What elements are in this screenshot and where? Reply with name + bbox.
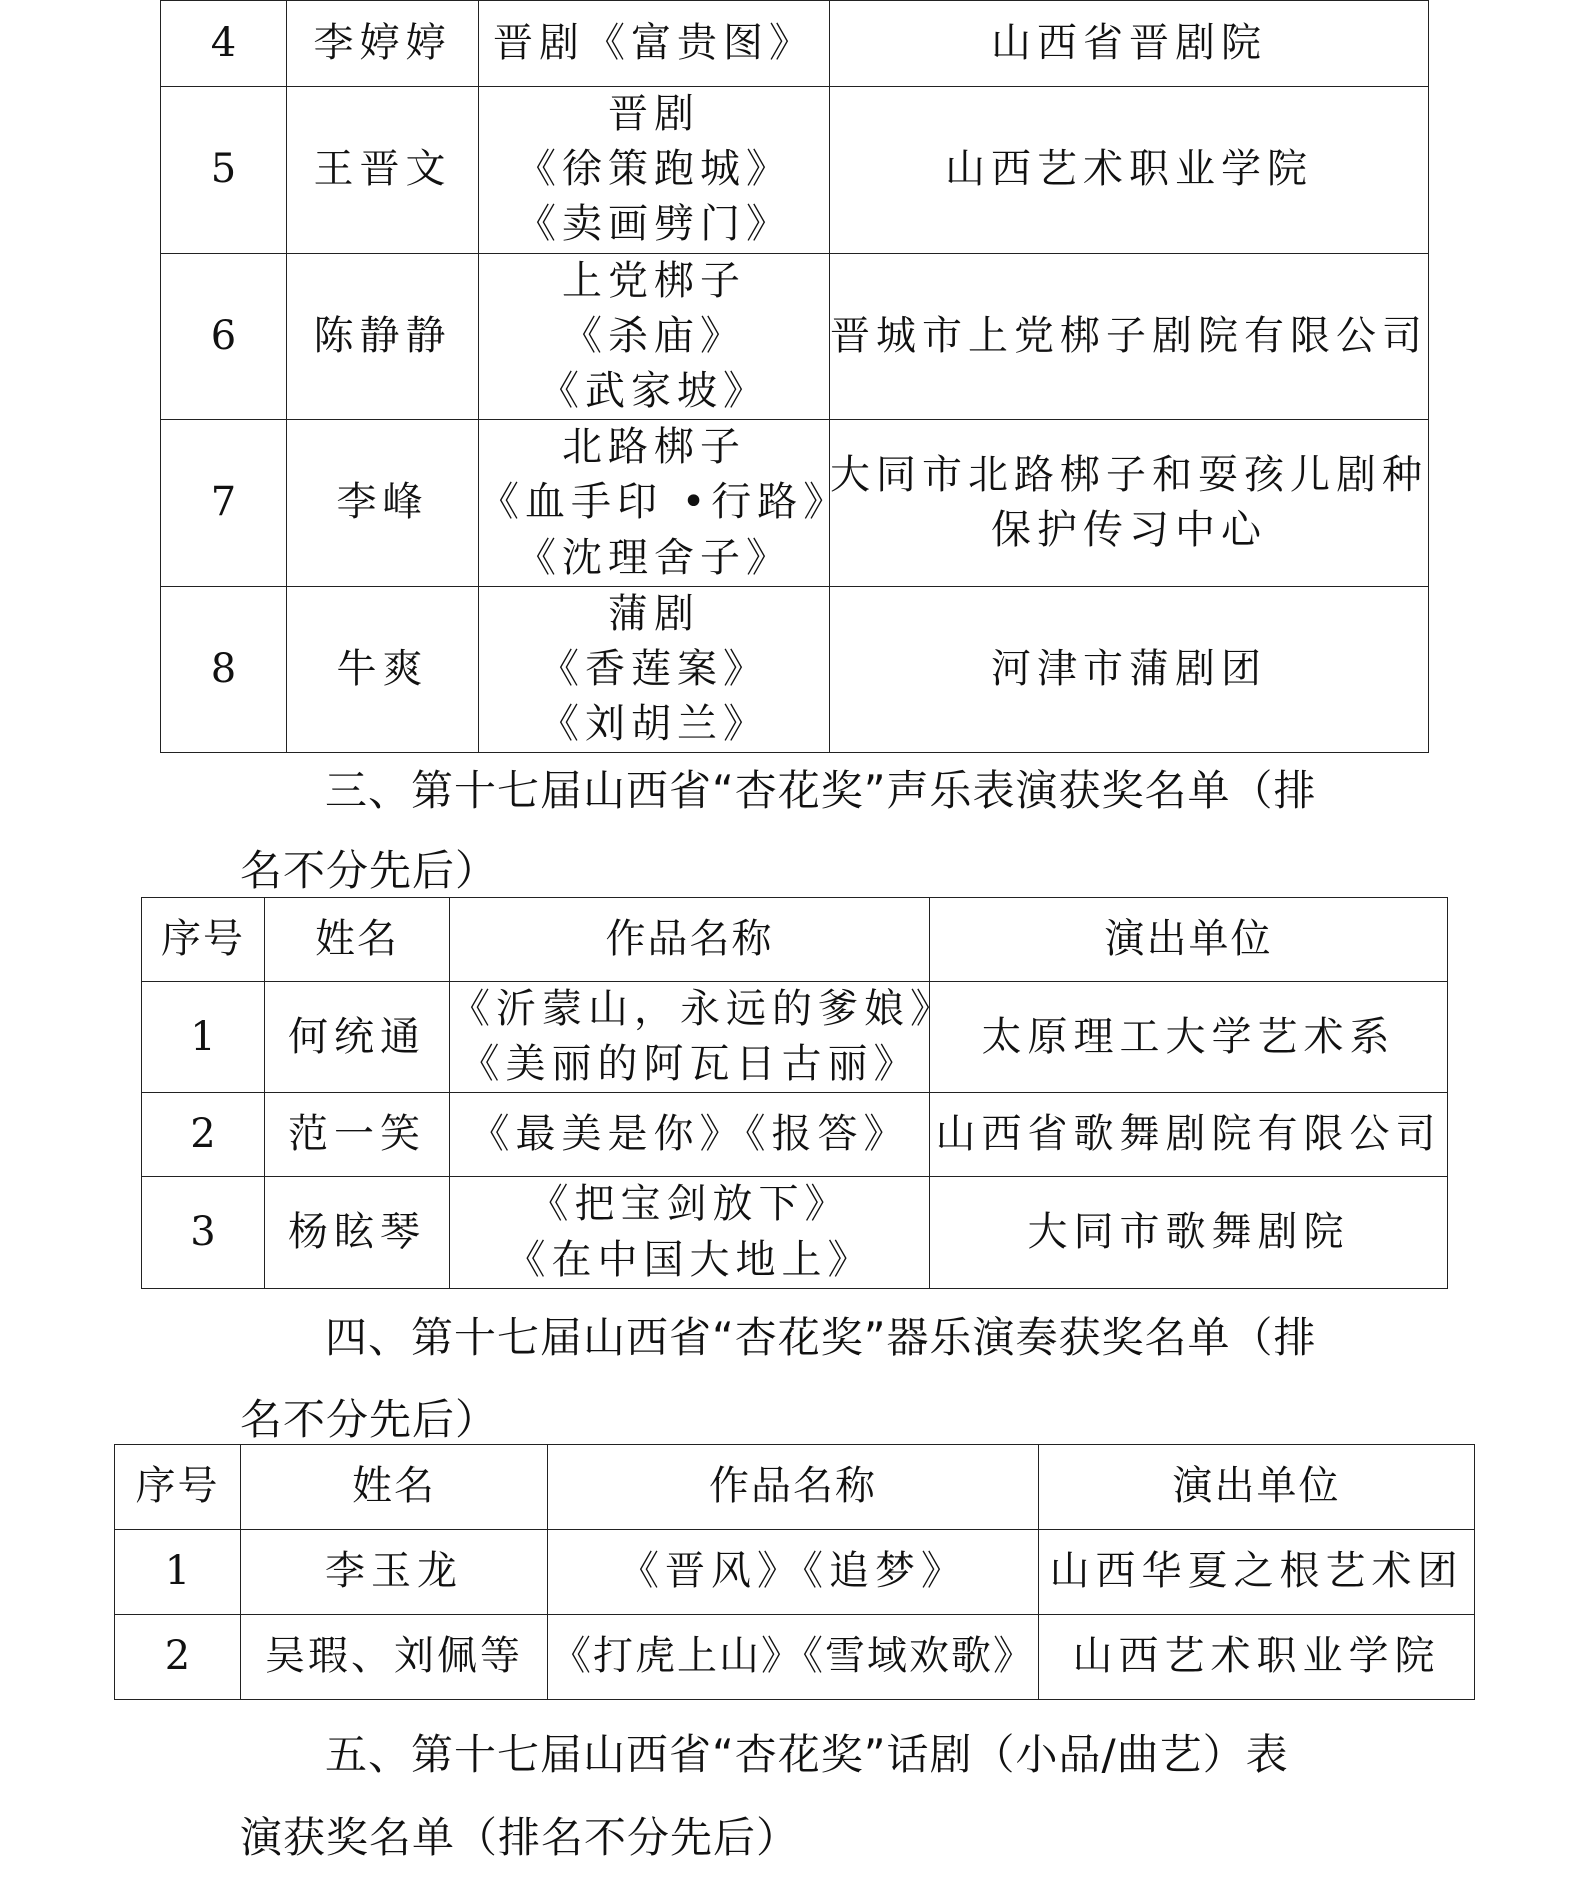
- section-heading-instrumental-continued: 名不分先后）: [240, 1395, 499, 1444]
- row-number: 4: [161, 1, 287, 87]
- performer-name: 陈静静: [287, 253, 479, 420]
- performing-unit: 山西省歌舞剧院有限公司: [930, 1093, 1448, 1177]
- table-row: [142, 1177, 1448, 1288]
- header-no: 序号: [115, 1445, 241, 1530]
- performer-name: 李峰: [287, 420, 479, 587]
- section-heading-drama: 五、第十七届山西省“杏花奖”话剧（小品/曲艺）表: [325, 1730, 1289, 1779]
- work-title: 《打虎上山》《雪域欢歌》: [548, 1615, 1039, 1700]
- performing-unit: 山西艺术职业学院: [830, 87, 1429, 254]
- work-title: 《晋风》《追梦》: [548, 1530, 1039, 1615]
- row-number: 7: [161, 420, 287, 587]
- performing-unit: 山西艺术职业学院: [1039, 1615, 1475, 1700]
- performing-unit: 山西华夏之根艺术团: [1039, 1530, 1475, 1615]
- section-heading-drama-continued: 演获奖名单（排名不分先后）: [240, 1813, 800, 1862]
- row-number: 2: [142, 1093, 265, 1177]
- header-no: 序号: [142, 898, 265, 982]
- performer-name: 何统通: [265, 982, 450, 1093]
- performer-name: 李婷婷: [287, 1, 479, 87]
- row-number: 6: [161, 253, 287, 420]
- table-row: [142, 982, 1448, 1093]
- header-unit: 演出单位: [1039, 1445, 1475, 1530]
- work-title: 《最美是你》《报答》: [450, 1093, 930, 1177]
- row-number: 8: [161, 586, 287, 753]
- table-row: [142, 1093, 1448, 1177]
- work-title: 《沂蒙山，永远的爹娘》 《美丽的阿瓦日古丽》: [450, 982, 930, 1093]
- work-title: 晋剧《富贵图》: [479, 1, 830, 87]
- section-heading-vocal: 三、第十七届山西省“杏花奖”声乐表演获奖名单（排: [325, 766, 1317, 815]
- table-row: [161, 1, 1429, 87]
- performer-name: 范一笑: [265, 1093, 450, 1177]
- work-title: 上党梆子 《杀庙》 《武家坡》: [479, 253, 830, 420]
- performing-unit: 晋城市上党梆子剧院有限公司: [830, 253, 1429, 420]
- header-name: 姓名: [241, 1445, 548, 1530]
- performing-unit: 大同市歌舞剧院: [930, 1177, 1448, 1288]
- work-title: 北路梆子 《血手印 •行路》 《沈理舍子》: [479, 420, 830, 587]
- vocal-award-table: [141, 897, 1448, 1289]
- header-work: 作品名称: [450, 898, 930, 982]
- section-heading-vocal-continued: 名不分先后）: [240, 846, 499, 895]
- row-number: 1: [142, 982, 265, 1093]
- table-row: [161, 87, 1429, 254]
- header-name: 姓名: [265, 898, 450, 982]
- table-row: [161, 586, 1429, 753]
- section-heading-instrumental: 四、第十七届山西省“杏花奖”器乐演奏获奖名单（排: [325, 1313, 1317, 1362]
- work-title: 蒲剧 《香莲案》 《刘胡兰》: [479, 586, 830, 753]
- table-header-row: [142, 898, 1448, 982]
- performer-name: 杨眩琴: [265, 1177, 450, 1288]
- header-unit: 演出单位: [930, 898, 1448, 982]
- row-number: 3: [142, 1177, 265, 1288]
- performing-unit: 山西省晋剧院: [830, 1, 1429, 87]
- row-number: 5: [161, 87, 287, 254]
- performer-name: 牛爽: [287, 586, 479, 753]
- performer-name: 李玉龙: [241, 1530, 548, 1615]
- table-row: [161, 253, 1429, 420]
- performing-unit: 河津市蒲剧团: [830, 586, 1429, 753]
- award-table-continued: [160, 0, 1429, 753]
- performing-unit: 太原理工大学艺术系: [930, 982, 1448, 1093]
- table-row: [115, 1530, 1475, 1615]
- table-header-row: [115, 1445, 1475, 1530]
- instrumental-award-table: [114, 1444, 1475, 1700]
- table-row: [115, 1615, 1475, 1700]
- table-row: [161, 420, 1429, 587]
- performer-name: 吴瑕、刘佩等: [241, 1615, 548, 1700]
- work-title: 晋剧 《徐策跑城》 《卖画劈门》: [479, 87, 830, 254]
- work-title: 《把宝剑放下》 《在中国大地上》: [450, 1177, 930, 1288]
- row-number: 2: [115, 1615, 241, 1700]
- header-work: 作品名称: [548, 1445, 1039, 1530]
- performing-unit: 大同市北路梆子和耍孩儿剧种 保护传习中心: [830, 420, 1429, 587]
- performer-name: 王晋文: [287, 87, 479, 254]
- row-number: 1: [115, 1530, 241, 1615]
